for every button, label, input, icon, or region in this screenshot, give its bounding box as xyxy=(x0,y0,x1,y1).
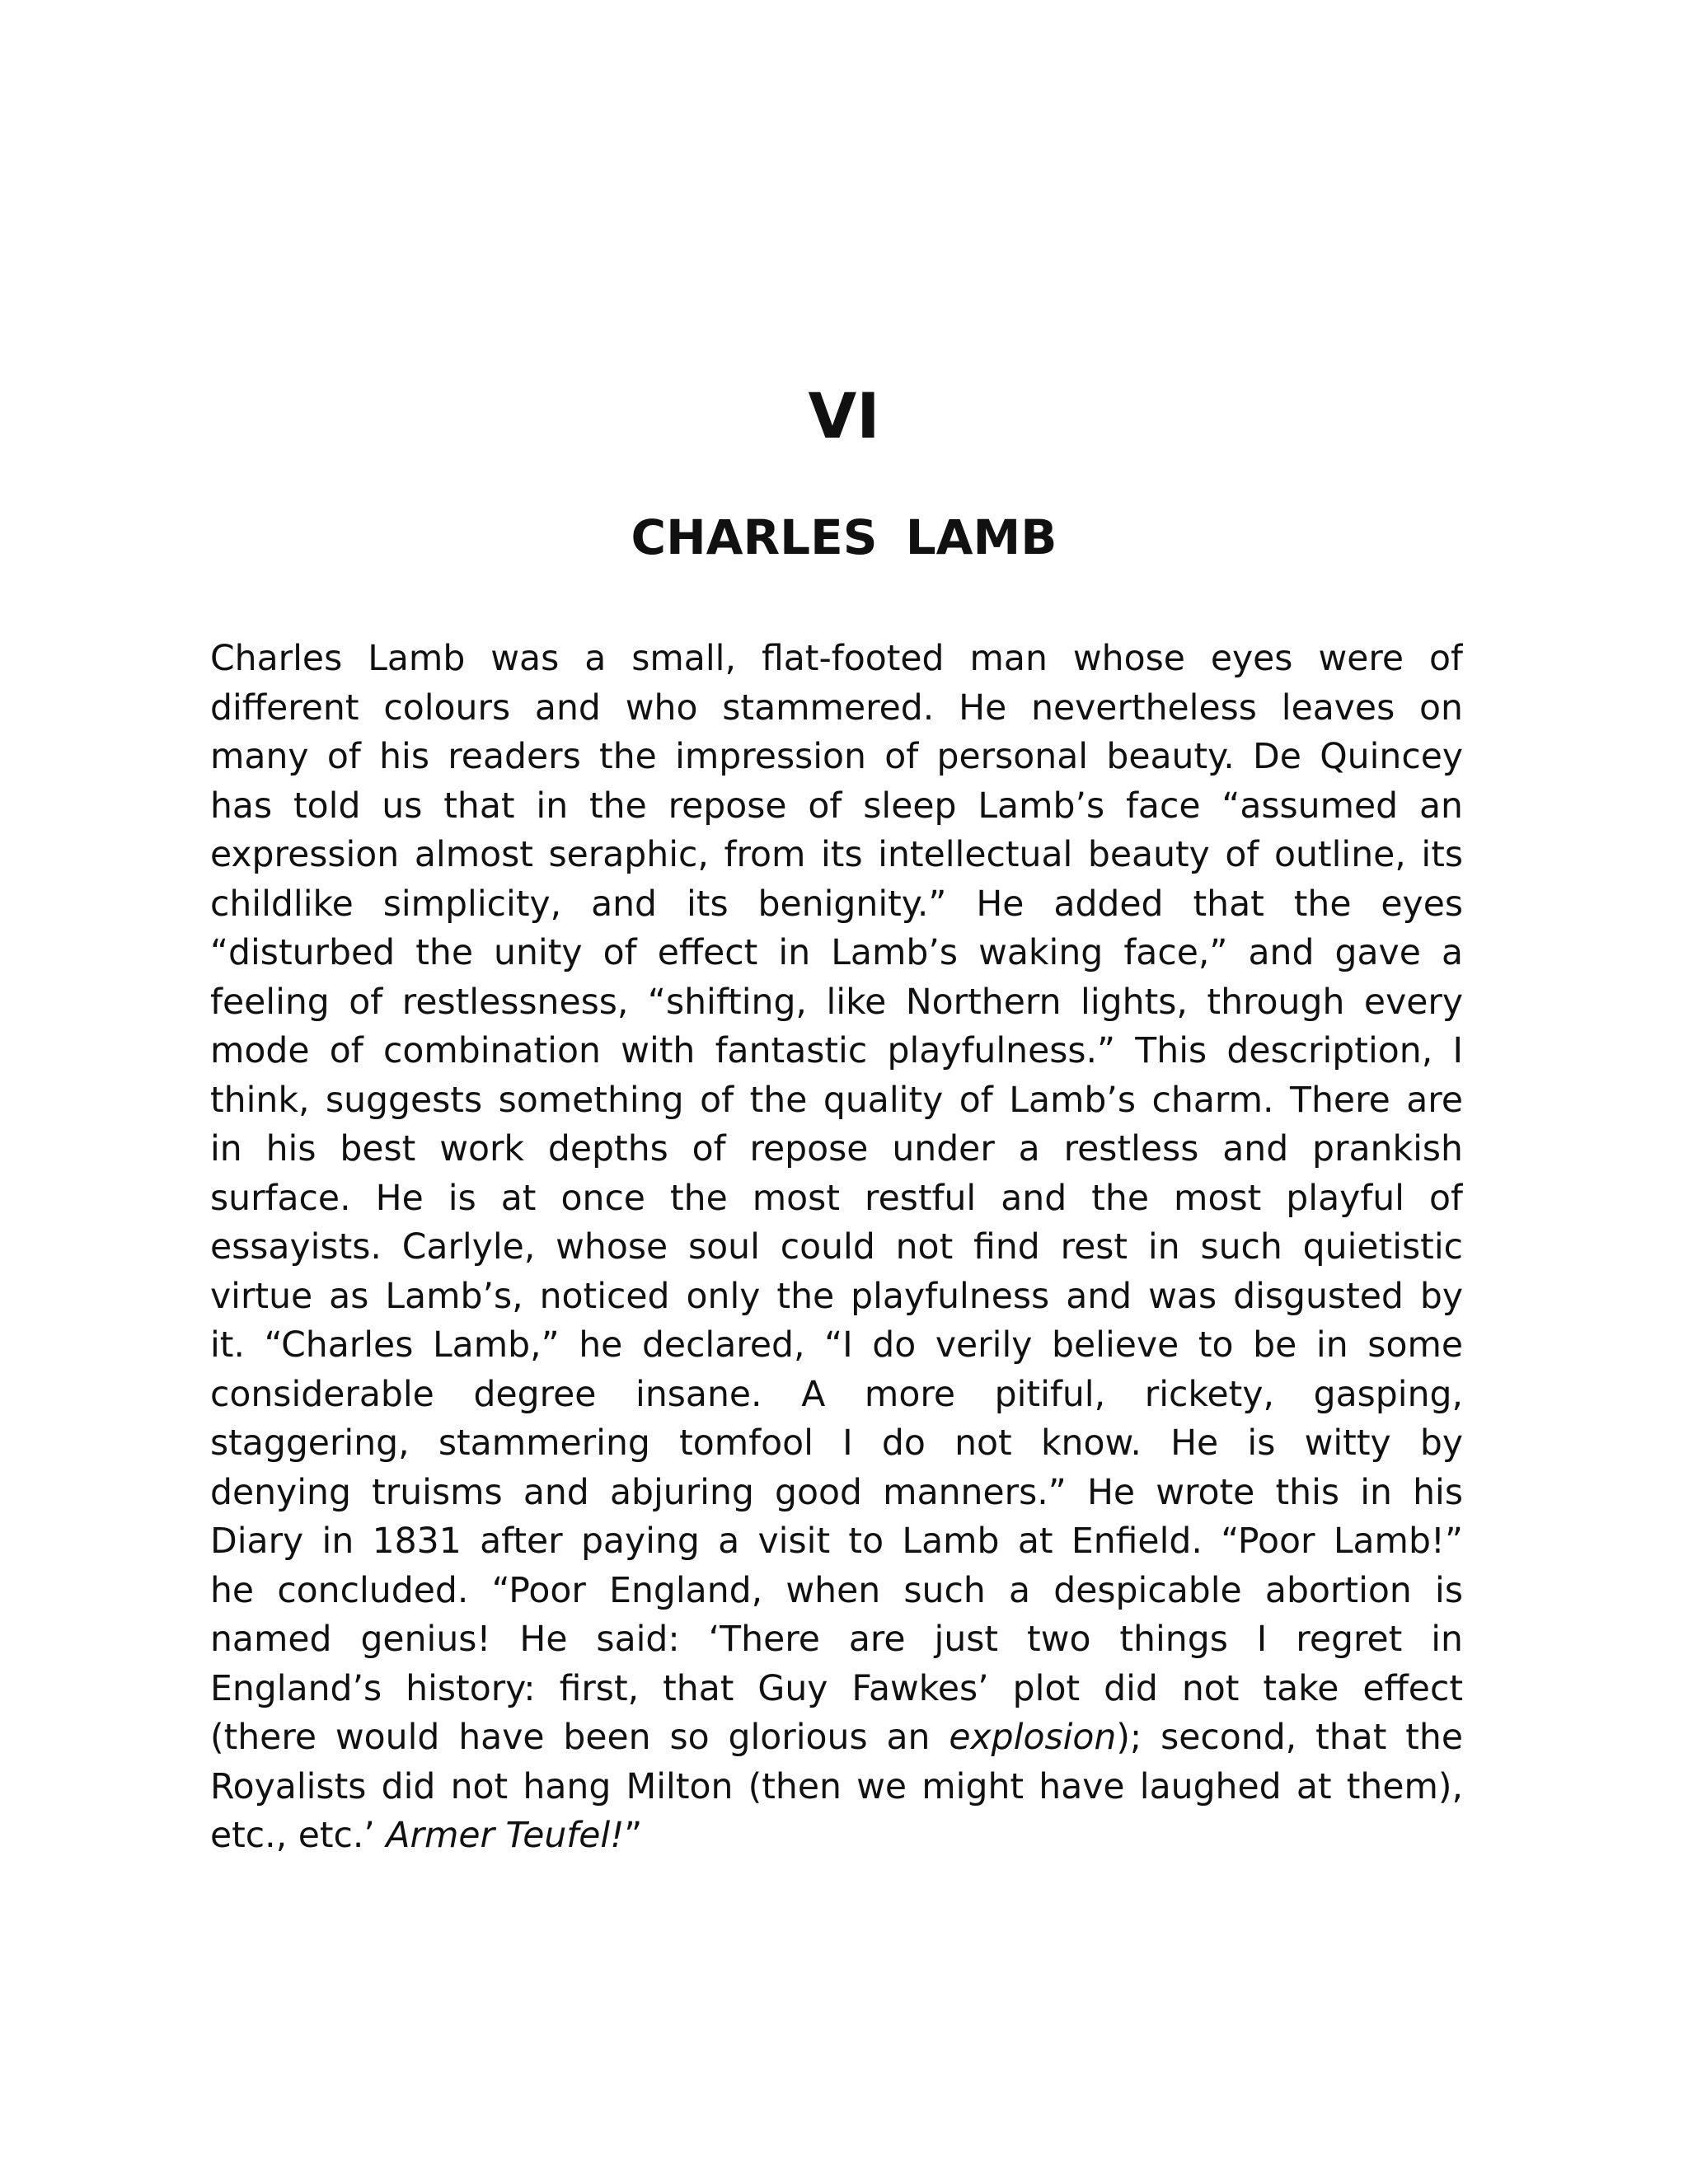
emphasis-text: explosion xyxy=(949,1718,1117,1758)
text-line: childlike simplicity, and its benignity.” He added that the eyes xyxy=(210,883,1463,925)
text-line: named genius! He said: ‘There are just two things I regret in xyxy=(210,1619,1463,1660)
chapter-number: VI xyxy=(808,379,880,452)
text-line: England’s history: first, that Guy Fawkes’ plot did not take effect xyxy=(210,1668,1463,1709)
text-line: essayists. Carlyle, whose soul could not find rest in such quietistic xyxy=(210,1227,1463,1268)
emphasis-text: Armer Teufel! xyxy=(386,1816,625,1856)
text-line: feeling of restlessness, “shifting, like Northern lights, through every xyxy=(210,982,1463,1023)
text-line: Royalists did not hang Milton (then we might have laughed at them), xyxy=(210,1766,1463,1807)
text-line: denying truisms and abjuring good manners.” He wrote this in his xyxy=(210,1472,1463,1513)
text-line: different colours and who stammered. He nevertheless leaves on xyxy=(210,687,1463,729)
text-line: expression almost seraphic, from its intellectual beauty of outline, its xyxy=(210,835,1463,875)
text-line: mode of combination with fantastic playfulness.” This description, I xyxy=(210,1031,1463,1071)
text-line: many of his readers the impression of personal beauty. De Quincey xyxy=(210,737,1463,777)
chapter-title: CHARLES LAMB xyxy=(631,509,1057,565)
text-line: “disturbed the unity of effect in Lamb’s waking face,” and gave a xyxy=(210,933,1463,973)
text-line: Diary in 1831 after paying a visit to Lamb at Enfield. “Poor Lamb!” xyxy=(210,1521,1463,1562)
text-line: in his best work depths of repose under a restless and prankish xyxy=(210,1129,1463,1169)
text-line: it. “Charles Lamb,” he declared, “I do verily believe to be in some xyxy=(210,1325,1463,1366)
text-line: Charles Lamb was a small, flat-footed man whose eyes were of xyxy=(210,639,1463,679)
text-line: (there would have been so glorious an explosion); second, that the xyxy=(210,1718,1463,1758)
text-line: think, suggests something of the quality of Lamb’s charm. There are xyxy=(210,1080,1463,1121)
text-line: staggering, stammering tomfool I do not know. He is witty by xyxy=(210,1423,1463,1464)
text-line: surface. He is at once the most restful and the most playful of xyxy=(210,1178,1463,1219)
text-line: virtue as Lamb’s, noticed only the playfulness and was disgusted by xyxy=(210,1276,1463,1317)
text-line: has told us that in the repose of sleep Lamb’s face “assumed an xyxy=(210,785,1463,827)
text-line: he concluded. “Poor England, when such a despicable abortion is xyxy=(210,1570,1463,1611)
text-line-last: etc., etc.’ Armer Teufel!” xyxy=(210,1816,643,1856)
body-paragraph xyxy=(210,635,1463,1861)
text-line: considerable degree insane. A more pitiful, rickety, gasping, xyxy=(210,1374,1463,1415)
